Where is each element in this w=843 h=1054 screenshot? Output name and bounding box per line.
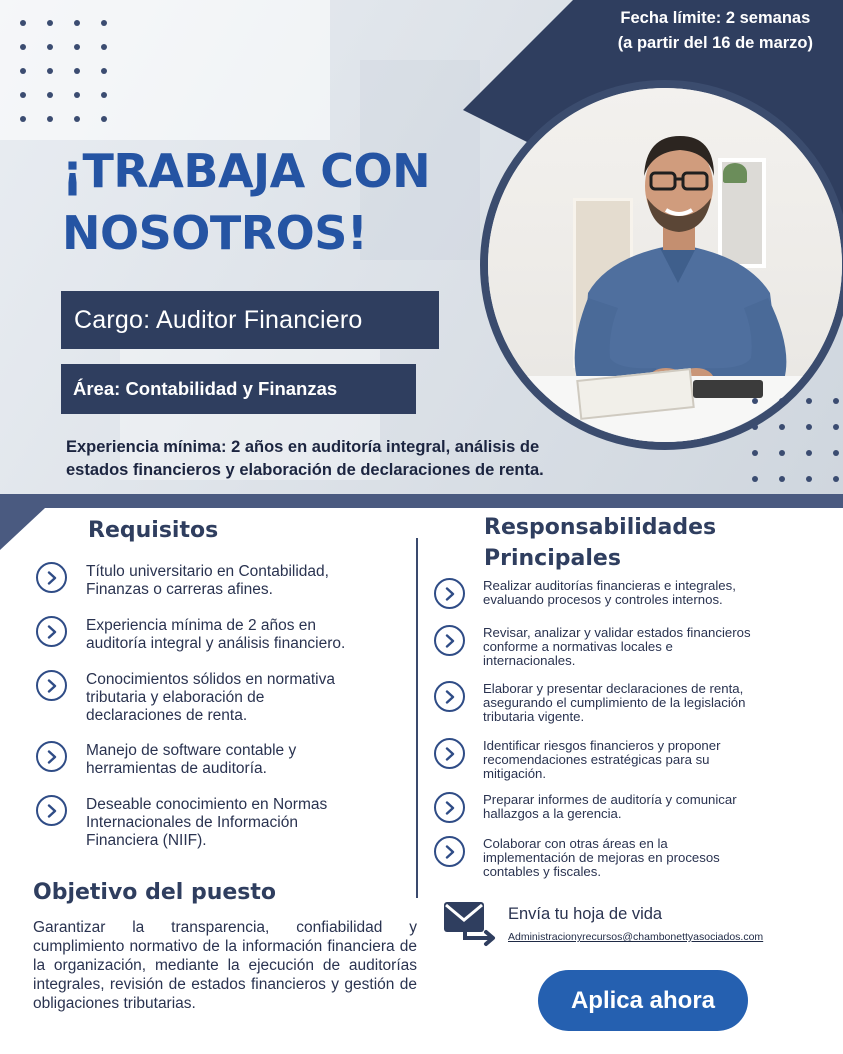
item-line: mitigación. [483, 766, 547, 781]
candidate-photo [480, 80, 843, 450]
chevron-right-icon [36, 741, 67, 772]
chevron-right-icon [434, 625, 465, 656]
item-line: Conocimientos sólidos en normativa [86, 671, 335, 688]
responsabilidad-item [434, 578, 823, 609]
requisito-item [36, 616, 406, 653]
item-line: Manejo de software contable y [86, 742, 297, 759]
item-line: Revisar, analizar y validar estados financieros [483, 625, 751, 640]
apply-now-button[interactable]: Aplica ahora [538, 970, 748, 1031]
mail-send-icon [443, 900, 497, 948]
title-line: Principales [484, 546, 621, 571]
item-line: Elaborar y presentar declaraciones de renta, [483, 681, 744, 696]
item-line: Experiencia mínima de 2 años en [86, 617, 317, 634]
requisito-item [36, 795, 406, 850]
objetivo-text: Garantizar la transparencia, confiabilidad y cumplimiento normativo de la información financiera de la organización, mediante la ejecución de auditorías integrales, revisión de estados financieros y gestión de obligaciones tributarias. [33, 919, 417, 1012]
chevron-right-icon [434, 681, 465, 712]
chevron-right-icon [36, 670, 67, 701]
requisito-item [36, 670, 406, 725]
deadline-line: Fecha límite: 2 semanas [620, 9, 811, 27]
requisitos-title: Requisitos [88, 518, 219, 543]
deadline-text [618, 6, 813, 56]
experience-text [66, 436, 646, 482]
area-label: Área: Contabilidad y Finanzas [61, 364, 416, 414]
chevron-right-icon [36, 562, 67, 593]
item-line: hallazgos a la gerencia. [483, 806, 622, 821]
responsabilidad-item [434, 738, 823, 781]
item-line: Finanzas o carreras afines. [86, 581, 273, 598]
decorative-dots [20, 20, 107, 122]
requisito-item [36, 562, 406, 599]
item-line: Título universitario en Contabilidad, [86, 563, 329, 580]
item-line: Internacionales de Información [86, 814, 298, 831]
responsabilidad-item [434, 625, 823, 668]
responsabilidad-item [434, 792, 823, 823]
responsabilidad-item [434, 836, 823, 879]
item-line: declaraciones de renta. [86, 707, 248, 724]
deadline-line: (a partir del 16 de marzo) [617, 34, 813, 52]
chevron-right-icon [434, 578, 465, 609]
item-line: Colaborar con otras áreas en la [483, 836, 668, 851]
requisito-item [36, 741, 406, 778]
item-line: evaluando procesos y controles internos. [483, 592, 723, 607]
chevron-right-icon [434, 738, 465, 769]
item-line: Preparar informes de auditoría y comunicar [483, 792, 737, 807]
calculator [693, 380, 763, 398]
item-line: Deseable conocimiento en Normas [86, 796, 328, 813]
item-line: asegurando el cumplimiento de la legislación [483, 695, 746, 710]
item-line: tributaria vigente. [483, 709, 585, 724]
responsabilidades-title [484, 512, 784, 574]
item-line: auditoría integral y análisis financiero. [86, 635, 346, 652]
item-line: internacionales. [483, 653, 576, 668]
item-line: tributaria y elaboración de [86, 689, 265, 706]
item-line: recomendaciones estratégicas para su [483, 752, 710, 767]
cargo-label: Cargo: Auditor Financiero [61, 291, 439, 349]
item-line: Identificar riesgos financieros y proponer [483, 738, 721, 753]
experience-line: Experiencia mínima: 2 años en auditoría integral, análisis de [66, 438, 540, 456]
chevron-right-icon [36, 795, 67, 826]
chevron-right-icon [434, 792, 465, 823]
responsabilidad-item [434, 681, 823, 724]
experience-line: estados financieros y elaboración de declaraciones de renta. [66, 461, 544, 479]
title-line: Responsabilidades [484, 515, 717, 540]
item-line: Financiera (NIIF). [86, 832, 207, 849]
chevron-right-icon [434, 836, 465, 867]
column-divider [416, 538, 418, 898]
title-line: ¡TRABAJA CON [62, 144, 431, 198]
decorative-dots [752, 398, 839, 482]
email-link[interactable]: Administracionyrecursos@chambonettyasociados.com [508, 931, 764, 943]
item-line: conforme a normativas locales e [483, 639, 673, 654]
chevron-right-icon [36, 616, 67, 647]
page-title [62, 140, 430, 264]
item-line: contables y fiscales. [483, 864, 602, 879]
title-line: NOSOTROS! [62, 206, 368, 260]
send-cv-label: Envía tu hoja de vida [508, 905, 663, 923]
item-line: Realizar auditorías financieras e integrales, [483, 578, 736, 593]
item-line: herramientas de auditoría. [86, 760, 267, 777]
item-line: implementación de mejoras en procesos [483, 850, 720, 865]
objetivo-title: Objetivo del puesto [33, 880, 277, 905]
